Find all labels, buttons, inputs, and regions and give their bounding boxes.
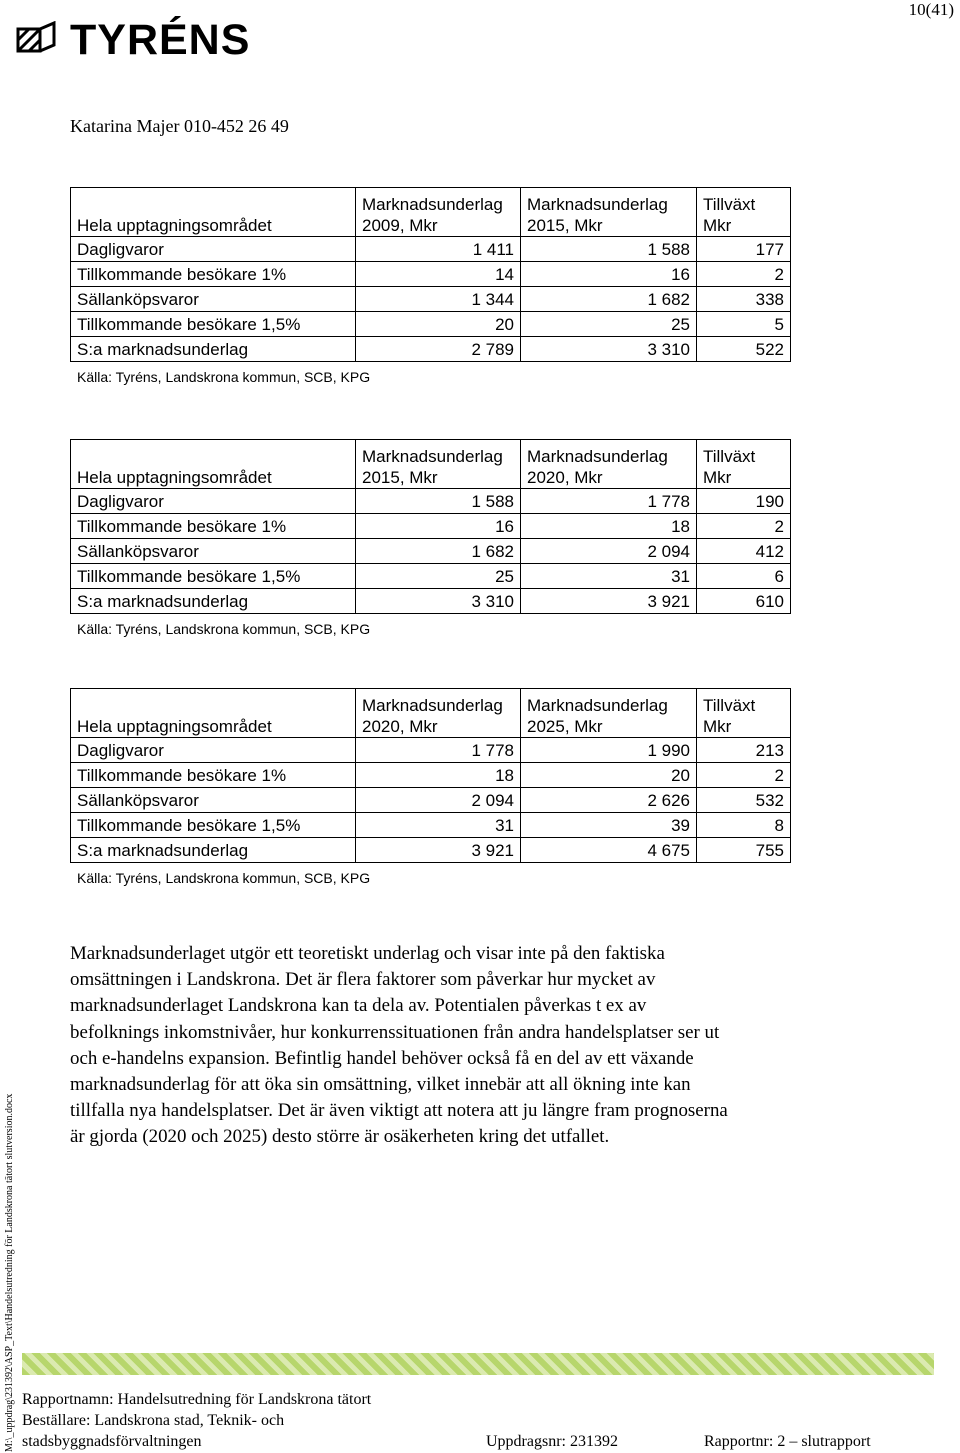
header-cell [356, 689, 521, 738]
cell: 20 [356, 312, 521, 337]
header-cell-text: Marknadsunderlag 2025, Mkr [527, 696, 668, 736]
row-label: Tillkommande besökare 1,5% [71, 813, 356, 838]
cell: 25 [521, 312, 697, 337]
footer-report-name: Rapportnamn: Handelsutredning för Landskrona tätort [22, 1391, 372, 1408]
table-row [71, 788, 791, 813]
table-header-row [71, 440, 791, 489]
cell: 412 [697, 539, 791, 564]
cell: 5 [697, 312, 791, 337]
body-line: marknadsunderlag för att öka sin omsättning, vilket innebär att all ökning inte kan [70, 1074, 691, 1096]
cell: 14 [356, 262, 521, 287]
footer-assignment-number: Uppdragsnr: 231392 [486, 1433, 618, 1450]
cell: 2 [697, 763, 791, 788]
cell: 8 [697, 813, 791, 838]
logo-wordmark: TYRÉNS [70, 16, 251, 64]
cell: 213 [697, 738, 791, 763]
cell: 31 [356, 813, 521, 838]
cell: 2 [697, 514, 791, 539]
row-label: S:a marknadsunderlag [71, 589, 356, 614]
cell: 1 588 [356, 489, 521, 514]
cell: 2 626 [521, 788, 697, 813]
row-label: Tillkommande besökare 1% [71, 763, 356, 788]
cell: 20 [521, 763, 697, 788]
table-row [71, 237, 791, 262]
cell: 3 921 [356, 838, 521, 863]
header-cell-text: Marknadsunderlag 2020, Mkr [527, 447, 668, 487]
row-label: S:a marknadsunderlag [71, 337, 356, 362]
body-line: och e-handelns expansion. Befintlig handel behöver också få en del av ett växande [70, 1047, 694, 1069]
row-label: Sällanköpsvaror [71, 788, 356, 813]
cell: 16 [356, 514, 521, 539]
header-cell [697, 689, 791, 738]
cell: 522 [697, 337, 791, 362]
cell: 18 [521, 514, 697, 539]
row-label: Dagligvaror [71, 489, 356, 514]
body-paragraph [70, 941, 880, 1151]
row-label: Dagligvaror [71, 237, 356, 262]
cell: 16 [521, 262, 697, 287]
row-label: Dagligvaror [71, 738, 356, 763]
header-cell [521, 689, 697, 738]
tyrens-logo-icon [16, 21, 56, 59]
header-cell-text: Marknadsunderlag 2020, Mkr [362, 696, 503, 736]
body-line: tillfalla nya handelsplatser. Det är även viktigt att notera att ju längre fram prognoserna [70, 1100, 728, 1122]
header-cell: Hela upptagningsområdet [71, 440, 356, 489]
cell: 190 [697, 489, 791, 514]
header-cell-text: Tillväxt Mkr [703, 447, 756, 487]
market-table-2020-2025 [70, 688, 791, 863]
header-cell-text: Marknadsunderlag 2015, Mkr [527, 195, 668, 235]
row-label: S:a marknadsunderlag [71, 838, 356, 863]
cell: 1 778 [521, 489, 697, 514]
cell: 2 094 [521, 539, 697, 564]
cell: 39 [521, 813, 697, 838]
table-row [71, 738, 791, 763]
table-source: Källa: Tyréns, Landskrona kommun, SCB, KPG [77, 621, 371, 637]
table-header-row [71, 689, 791, 738]
page-number: 10(41) [908, 0, 954, 19]
cell: 25 [356, 564, 521, 589]
cell: 1 778 [356, 738, 521, 763]
market-table-2015-2020 [70, 439, 791, 614]
header-cell [697, 188, 791, 237]
body-line: omsättningen i Landskrona. Det är flera faktorer som påverkar hur mycket av [70, 969, 656, 991]
header-cell [356, 188, 521, 237]
body-line: marknadsunderlaget Landskrona kan ta dela av. Potentialen påverkas t ex av [70, 995, 647, 1017]
table-row [71, 514, 791, 539]
cell: 2 [697, 262, 791, 287]
table-row [71, 337, 791, 362]
cell: 4 675 [521, 838, 697, 863]
header-cell: Hela upptagningsområdet [71, 188, 356, 237]
table-row [71, 763, 791, 788]
table-header-row [71, 188, 791, 237]
cell: 338 [697, 287, 791, 312]
cell: 2 789 [356, 337, 521, 362]
table-row [71, 564, 791, 589]
body-line: befolknings inkomstnivåer, hur konkurrenssituationen från andra handelsplatser ser ut [70, 1021, 720, 1043]
body-line: är gjorda (2020 och 2025) desto större är osäkerheten kring det utfallet. [70, 1126, 610, 1148]
row-label: Sällanköpsvaror [71, 287, 356, 312]
cell: 755 [697, 838, 791, 863]
cell: 3 921 [521, 589, 697, 614]
table-row [71, 262, 791, 287]
cell: 1 990 [521, 738, 697, 763]
header-cell [356, 440, 521, 489]
row-label: Tillkommande besökare 1,5% [71, 564, 356, 589]
table-row [71, 312, 791, 337]
table-row [71, 489, 791, 514]
row-label: Tillkommande besökare 1% [71, 262, 356, 287]
table-row [71, 539, 791, 564]
header-cell-text: Marknadsunderlag 2015, Mkr [362, 447, 503, 487]
cell: 3 310 [521, 337, 697, 362]
cell: 18 [356, 763, 521, 788]
footer-client-line1: Beställare: Landskrona stad, Teknik- och [22, 1412, 285, 1429]
table-row [71, 589, 791, 614]
header-cell [697, 440, 791, 489]
row-label: Tillkommande besökare 1,5% [71, 312, 356, 337]
market-table-2009-2015 [70, 187, 791, 362]
header-cell-text: Tillväxt Mkr [703, 195, 756, 235]
footer-report-number: Rapportnr: 2 – slutrapport [704, 1433, 871, 1450]
cell: 31 [521, 564, 697, 589]
cell: 6 [697, 564, 791, 589]
cell: 2 094 [356, 788, 521, 813]
row-label: Sällanköpsvaror [71, 539, 356, 564]
cell: 1 682 [356, 539, 521, 564]
cell: 1 411 [356, 237, 521, 262]
header-cell: Hela upptagningsområdet [71, 689, 356, 738]
footer-pattern-band [22, 1353, 934, 1375]
body-line: Marknadsunderlaget utgör ett teoretiskt underlag och visar inte på den faktiska [70, 943, 665, 964]
row-label: Tillkommande besökare 1% [71, 514, 356, 539]
table-source: Källa: Tyréns, Landskrona kommun, SCB, KPG [77, 369, 371, 385]
cell: 610 [697, 589, 791, 614]
author-line: Katarina Majer 010-452 26 49 [70, 116, 289, 136]
cell: 3 310 [356, 589, 521, 614]
table-row [71, 287, 791, 312]
file-path-margin: M:\_uppdrag\231392\ASP_Text\Handelsutredning för Landskrona tätort slutversion.docx [4, 1093, 15, 1452]
table-row [71, 813, 791, 838]
header-cell-text: Tillväxt Mkr [703, 696, 756, 736]
cell: 532 [697, 788, 791, 813]
header-cell-text: Marknadsunderlag 2009, Mkr [362, 195, 503, 235]
cell: 177 [697, 237, 791, 262]
cell: 1 682 [521, 287, 697, 312]
header-cell [521, 188, 697, 237]
tyrens-logo [16, 16, 251, 64]
cell: 1 344 [356, 287, 521, 312]
footer-client-line2: stadsbyggnadsförvaltningen [22, 1433, 202, 1450]
cell: 1 588 [521, 237, 697, 262]
table-source: Källa: Tyréns, Landskrona kommun, SCB, KPG [77, 870, 371, 886]
table-row [71, 838, 791, 863]
header-cell [521, 440, 697, 489]
